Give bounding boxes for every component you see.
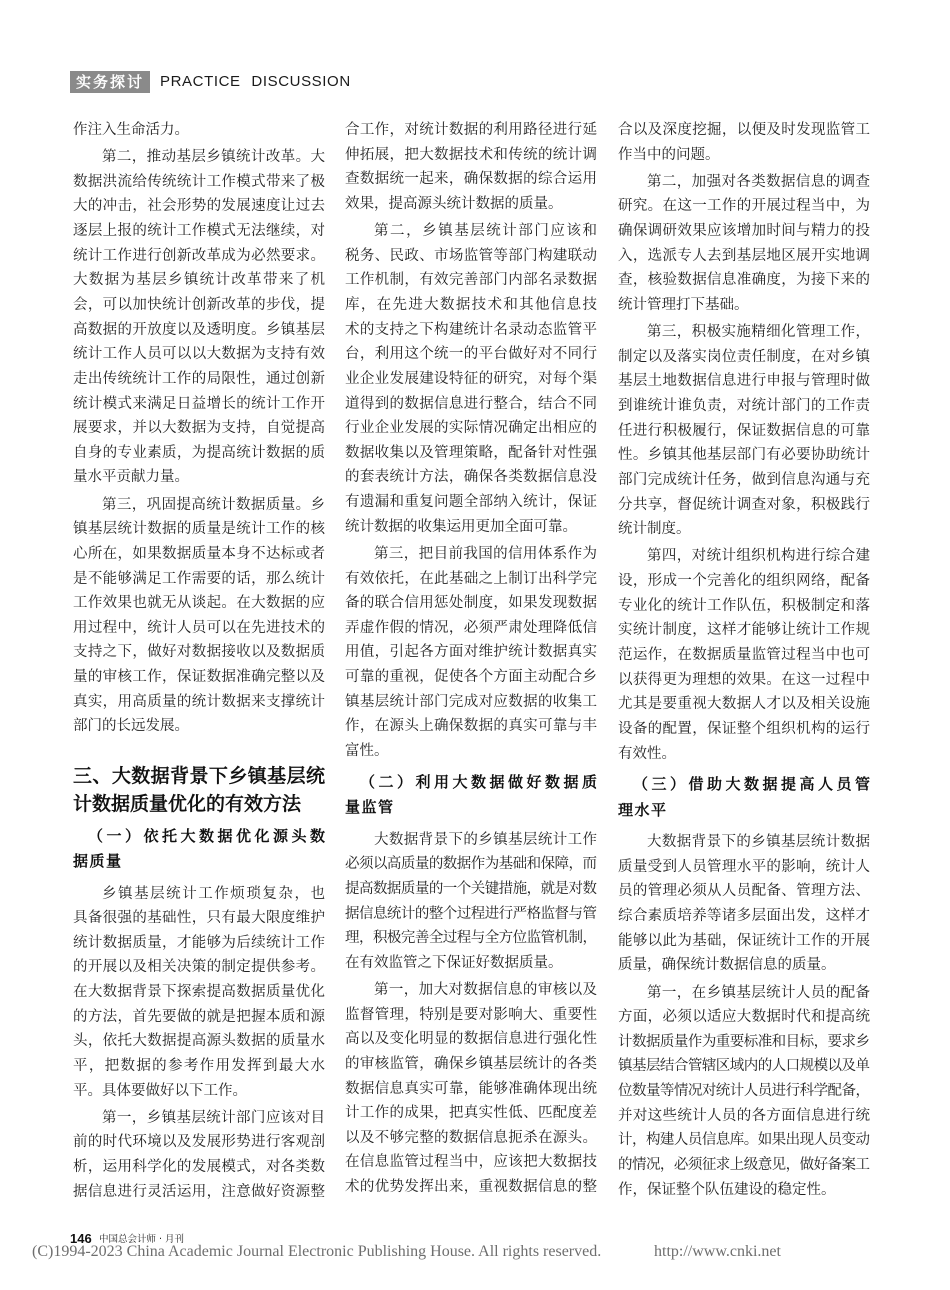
subsection-heading bbox=[73, 824, 329, 875]
section-heading bbox=[73, 762, 325, 818]
text-line: 前的时代环境以及发展形势进行客观剖 bbox=[73, 1134, 326, 1151]
paragraph bbox=[345, 828, 597, 976]
text-line: 的方法，首先要做的就是把握本质和源 bbox=[73, 1008, 326, 1025]
subsection-heading bbox=[618, 772, 874, 823]
text-line: 任进行积极履行，保证数据信息的可靠 bbox=[618, 422, 871, 439]
text-line: 员的管理必须从人员配备、管理方法、 bbox=[618, 883, 871, 900]
text-line: 监督管理，特别是要对影响大、重要性 bbox=[345, 1006, 598, 1023]
text-line: 自身的专业素质，为提高统计数据的质 bbox=[73, 444, 326, 461]
text-line: 据质量 bbox=[73, 852, 123, 871]
text-line: 尤其是要重视大数据人才以及相关设施 bbox=[618, 696, 871, 713]
text-line: （二）利用大数据做好数据质 bbox=[360, 772, 601, 791]
text-line: 数据洪流给传统统计工作模式带来了极 bbox=[73, 173, 326, 190]
text-line: （一）依托大数据优化源头数 bbox=[88, 826, 329, 845]
text-line: 有效依托，在此基础之上制订出科学完 bbox=[345, 570, 598, 587]
text-line: 提高数据质量的一个关键措施，就是对数 bbox=[345, 880, 597, 897]
text-line: 性。乡镇其他基层部门有必要协助统计 bbox=[618, 447, 871, 464]
text-line: 库，在先进大数据技术和其他信息技 bbox=[345, 296, 599, 313]
copyright-notice: (C)1994-2023 China Academic Journal Electronic Publishing House. All rights reserved. bbox=[32, 1243, 602, 1260]
text-line: 确保调研效果应该增加时间与精力的投 bbox=[618, 223, 871, 240]
text-line: 真实，用高质量的统计数据来支撑统计 bbox=[73, 693, 326, 710]
column-2 bbox=[345, 118, 601, 1200]
text-line: 税务、民政、市场监管等部门构建联动 bbox=[345, 247, 598, 264]
text-line: 效果，提高源头统计数据的质量。 bbox=[345, 195, 563, 212]
paragraph bbox=[618, 544, 870, 766]
text-line: 理水平 bbox=[618, 800, 668, 819]
text-line: 会，可以加快统计创新改革的步伐，提 bbox=[73, 296, 326, 313]
text-line: 作，在源头上确保数据的真实可靠与丰 bbox=[345, 718, 598, 735]
text-line: 走出传统统计工作的局限性，通过创新 bbox=[73, 370, 326, 387]
text-line: 大数据为基层乡镇统计改革带来了机 bbox=[73, 272, 327, 289]
text-line: 统计数据的收集运用更加全面可靠。 bbox=[345, 518, 577, 535]
text-line: 的套表统计方法，确保各类数据信息没 bbox=[345, 469, 598, 486]
paragraph bbox=[618, 830, 870, 978]
text-line: 展要求，并以大数据为支持，自觉提高 bbox=[73, 420, 326, 437]
text-line: 质量受到人员管理水平的影响，统计人 bbox=[618, 858, 871, 875]
text-line: 量水平贡献力量。 bbox=[73, 469, 189, 486]
text-line: 的审核监管，确保乡镇基层统计的各类 bbox=[345, 1055, 598, 1072]
page-number: 146 bbox=[70, 1231, 92, 1246]
text-line: 量的审核工作，保证数据准确完整以及 bbox=[73, 669, 326, 686]
text-line: 在信息监管过程当中，应该把大数据技 bbox=[345, 1154, 598, 1171]
paragraph bbox=[345, 118, 597, 217]
text-line: 乡镇基层统计工作烦琐复杂，也 bbox=[102, 885, 327, 902]
text-line: 统计工作人员可以以大数据为支持有效 bbox=[73, 346, 326, 363]
text-line: 统计模式来满足日益增长的统计工作开 bbox=[73, 395, 326, 412]
text-line: 以及不够完整的数据信息扼杀在源头。 bbox=[345, 1129, 598, 1146]
text-line: 作，保证整个队伍建设的稳定性。 bbox=[618, 1181, 836, 1198]
text-line: 设备的配置，保证整个组织机构的运行 bbox=[618, 720, 871, 737]
text-line: 支持之下，做好对数据接收以及数据质 bbox=[73, 644, 326, 661]
text-line: 是不能够满足工作需要的话，那么统计 bbox=[73, 570, 326, 587]
text-line: 析，运用科学化的发展模式，对各类数 bbox=[73, 1159, 326, 1176]
text-line: 综合素质培养等诸多层面出发，这样才 bbox=[618, 908, 871, 925]
text-line: 查，核验数据信息准确度，为接下来的 bbox=[618, 272, 871, 289]
text-line: 计数据质量作为重要标准和目标，要求乡 bbox=[618, 1033, 870, 1050]
paragraph bbox=[73, 118, 325, 143]
text-line: 第三，积极实施精细化管理工作， bbox=[647, 324, 871, 341]
text-line: 第一，加大对数据信息的审核以及 bbox=[374, 982, 598, 998]
text-line: 作当中的问题。 bbox=[618, 146, 720, 163]
text-line: 部门完成统计任务，做到信息沟通与充 bbox=[618, 471, 871, 488]
text-line: 的情况，必须征求上级意见，做好备案工 bbox=[618, 1156, 870, 1173]
text-line: 逐层上报的统计工作模式无法继续，对 bbox=[73, 223, 326, 240]
subsection-heading bbox=[345, 770, 601, 821]
text-line: 入，选派专人去到基层地区展开实地调 bbox=[618, 247, 871, 264]
text-line: 并对这些统计人员的各方面信息进行统 bbox=[618, 1107, 871, 1124]
text-line: 高数据的开放度以及透明度。乡镇基层 bbox=[73, 321, 326, 338]
text-line: 工作机制，有效完善部门内部名录数据 bbox=[345, 272, 598, 289]
text-line: 三、大数据背景下乡镇基层统 bbox=[73, 764, 326, 787]
text-line: 量监管 bbox=[345, 798, 395, 817]
text-line: 行业企业发展的实际情况确定出相应的 bbox=[345, 420, 598, 437]
text-line: 大数据背景下的乡镇基层统计工作 bbox=[374, 831, 598, 848]
text-line: 有遗漏和重复问题全部纳入统计，保证 bbox=[345, 494, 598, 511]
text-line: 设，形成一个完善化的组织网络，配备 bbox=[618, 573, 871, 590]
text-line: 第三，巩固提高统计数据质量。乡 bbox=[102, 496, 326, 513]
text-line: 第一，在乡镇基层统计人员的配备 bbox=[647, 984, 871, 1001]
text-line: 高以及变化明显的数据信息进行强化性 bbox=[345, 1031, 598, 1048]
text-line: 用过程中，统计人员可以在先进技术的 bbox=[73, 619, 326, 636]
paragraph bbox=[345, 978, 597, 1200]
text-line: 镇基层统计数据的质量是统计工作的核 bbox=[73, 521, 326, 538]
text-line: 范运作，在数据质量监管过程当中也可 bbox=[618, 646, 871, 663]
text-line: 专业化的统计工作队伍，积极制定和落 bbox=[618, 597, 871, 614]
text-line: 大的冲击，社会形势的发展速度让过去 bbox=[73, 198, 326, 215]
text-line: 第四，对统计组织机构进行综合建 bbox=[647, 548, 871, 565]
text-line: 可靠的重视，促使各个方面主动配合乡 bbox=[345, 669, 598, 686]
text-line: 伸拓展，把大数据技术和传统的统计调 bbox=[345, 146, 598, 163]
text-line: 第二，加强对各类数据信息的调查 bbox=[647, 173, 871, 190]
cnki-url: http://www.cnki.net bbox=[654, 1243, 781, 1260]
text-line: 台，利用这个统一的平台做好对不同行 bbox=[345, 346, 598, 363]
text-line: 基层土地数据信息进行申报与管理时做 bbox=[618, 373, 871, 390]
text-line: 理，积极完善全过程与全方位监管机制， bbox=[345, 930, 597, 947]
paragraph bbox=[618, 118, 870, 167]
text-line: 有效性。 bbox=[618, 745, 676, 762]
paragraph bbox=[345, 219, 597, 539]
text-line: 数据收集以及管理策略，配备针对性强 bbox=[345, 444, 598, 461]
text-line: 数据信息真实可靠，能够准确体现出统 bbox=[345, 1080, 598, 1097]
text-line: 用值，引起各方面对维护统计数据真实 bbox=[345, 644, 598, 661]
text-line: 的开展以及相关决策的制定提供参考。 bbox=[73, 959, 326, 976]
text-line: 方面，必须以适应大数据时代和提高统 bbox=[618, 1009, 871, 1026]
text-line: 能够以此为基础，保证统计工作的开展 bbox=[618, 932, 871, 949]
text-line: 位数量等情况对统计人员进行科学配备， bbox=[618, 1083, 870, 1100]
text-line: 统计工作进行创新改革成为必然要求。 bbox=[73, 247, 326, 264]
text-line: 到谁统计谁负责，对统计部门的工作责 bbox=[618, 398, 871, 415]
text-line: 制定以及落实岗位责任制度，在对乡镇 bbox=[618, 348, 871, 365]
text-line: 镇基层统计部门完成对应数据的收集工 bbox=[345, 693, 598, 710]
text-line: 道得到的数据信息进行整合，结合不同 bbox=[345, 395, 598, 412]
text-line: 镇基层结合管辖区域内的人口规模以及单 bbox=[618, 1058, 870, 1075]
section-title-english: PRACTICE DISCUSSION bbox=[160, 73, 351, 90]
text-line: 在大数据背景下探索提高数据质量优化 bbox=[73, 984, 326, 1001]
text-line: 必须以高质量的数据作为基础和保障，而 bbox=[345, 856, 597, 873]
text-line: 第二，乡镇基层统计部门应该和 bbox=[374, 223, 599, 240]
text-line: 备的联合信用惩处制度，如果发现数据 bbox=[345, 595, 598, 612]
text-line: 术的优势发挥出来，重视数据信息的整 bbox=[345, 1179, 598, 1196]
paragraph bbox=[73, 882, 325, 1104]
text-line: 统计制度。 bbox=[618, 521, 691, 538]
text-line: 工作效果也就无从谈起。在大数据的应 bbox=[73, 595, 326, 612]
paragraph bbox=[73, 493, 325, 739]
text-line: 据信息统计的整个过程进行严格监督与管 bbox=[345, 905, 597, 922]
text-line: 心所在，如果数据质量本身不达标或者 bbox=[73, 545, 326, 562]
text-line: 查数据统一起来，确保数据的综合运用 bbox=[345, 171, 598, 188]
text-line: 以获得更为理想的效果。在这一过程中 bbox=[618, 671, 871, 688]
text-line: 分共享，督促统计调查对象，积极践行 bbox=[618, 496, 871, 513]
text-line: 第三，把目前我国的信用体系作为 bbox=[374, 545, 598, 562]
paragraph bbox=[73, 1106, 325, 1205]
paragraph bbox=[618, 170, 870, 318]
text-line: 富性。 bbox=[345, 743, 389, 760]
text-line: （三）借助大数据提高人员管 bbox=[633, 775, 874, 794]
text-line: 统计数据质量，才能够为后续统计工作 bbox=[73, 934, 326, 951]
text-line: 研究。在这一工作的开展过程当中，为 bbox=[618, 198, 871, 215]
text-line: 作注入生命活力。 bbox=[73, 122, 189, 138]
text-line: 合工作，对统计数据的利用路径进行延 bbox=[345, 122, 598, 138]
text-line: 统计管理打下基础。 bbox=[618, 296, 749, 313]
text-line: 平，把数据的参考作用发挥到最大水 bbox=[73, 1058, 327, 1074]
text-line: 具备很强的基础性，只有最大限度维护 bbox=[73, 910, 326, 927]
paragraph bbox=[618, 981, 870, 1203]
section-tag: 实务探讨 bbox=[70, 71, 150, 93]
text-line: 实统计制度，这样才能够让统计工作规 bbox=[618, 622, 871, 639]
text-line: 合以及深度挖掘，以便及时发现监管工 bbox=[618, 122, 871, 138]
text-line: 在有效监管之下保证好数据质量。 bbox=[345, 954, 563, 971]
column-1 bbox=[73, 118, 329, 1204]
text-line: 计，构建人员信息库。如果出现人员变动 bbox=[618, 1132, 870, 1149]
text-line: 头，依托大数据提高源头数据的质量水 bbox=[73, 1033, 326, 1050]
text-line: 术的支持之下构建统计名录动态监管平 bbox=[345, 321, 598, 338]
text-line: 部门的长远发展。 bbox=[73, 718, 189, 735]
text-line: 大数据背景下的乡镇基层统计数据 bbox=[647, 834, 871, 851]
text-line: 据信息进行灵活运用，注意做好资源整 bbox=[73, 1183, 326, 1200]
text-line: 计数据质量优化的有效方法 bbox=[73, 792, 302, 815]
text-line: 第一，乡镇基层统计部门应该对目 bbox=[102, 1109, 326, 1126]
text-line: 平。具体要做好以下工作。 bbox=[73, 1082, 247, 1099]
text-line: 质量，确保统计数据信息的质量。 bbox=[618, 957, 836, 974]
paragraph bbox=[73, 145, 325, 490]
column-3 bbox=[618, 118, 874, 1202]
text-line: 业企业发展建设特征的研究，对每个渠 bbox=[345, 370, 598, 387]
paragraph bbox=[345, 542, 597, 764]
text-line: 弄虚作假的情况，必须严肃处理降低信 bbox=[345, 619, 598, 636]
journal-name: 中国总会计师 · 月刊 bbox=[99, 1234, 185, 1245]
paragraph bbox=[618, 320, 870, 542]
text-line: 计工作的成果，把真实性低、匹配度差 bbox=[345, 1105, 598, 1122]
text-line: 第二，推动基层乡镇统计改革。大 bbox=[102, 149, 326, 166]
